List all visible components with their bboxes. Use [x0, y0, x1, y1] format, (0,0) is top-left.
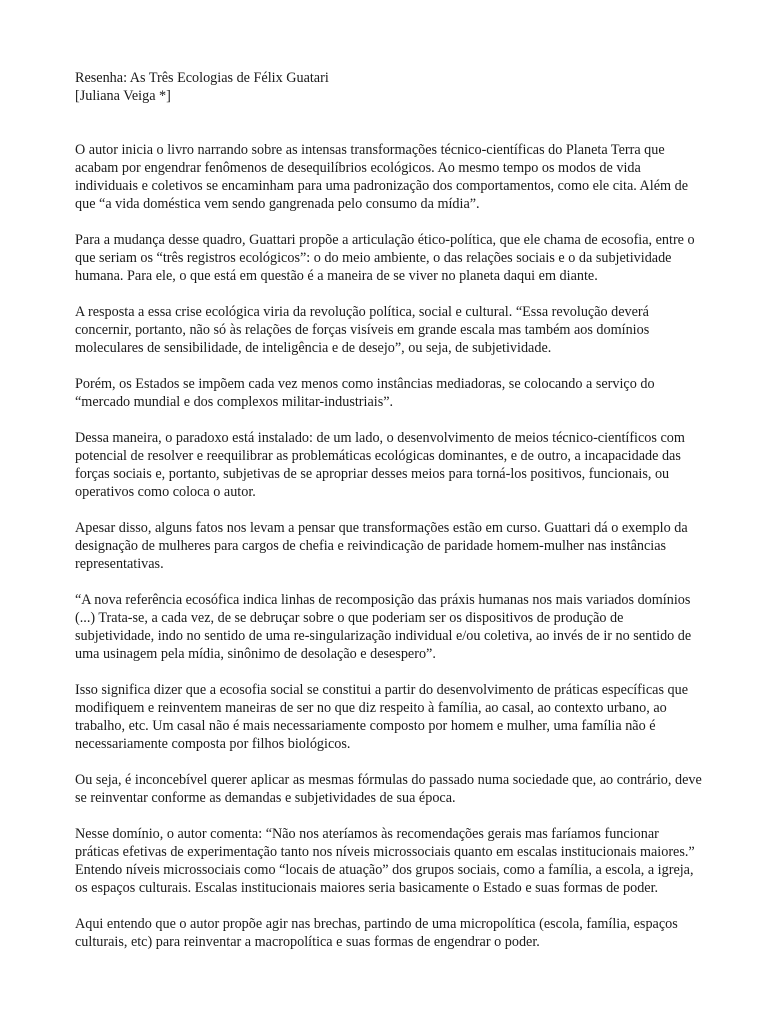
paragraph-6: Apesar disso, alguns fatos nos levam a pensar que transformações estão em curso. Guattari dá o exemplo da designação de mulheres para cargos de chefia e reivindicação de paridade homem-mulher nas instâncias representativas.	[75, 520, 688, 572]
document-title: Resenha: As Três Ecologias de Félix Guatari	[75, 70, 329, 86]
paragraph-4: Porém, os Estados se impõem cada vez menos como instâncias mediadoras, se colocando a serviço do “mercado mundial e dos complexos militar-industriais”.	[75, 376, 655, 410]
paragraph-1: O autor inicia o livro narrando sobre as intensas transformações técnico-científicas do Planeta Terra que acabam por engendrar fenômenos de desequilíbrios ecológicos. Ao mesmo tempo os modos de vida individuais e coletivos se encaminham para uma padronização dos comportamentos, como ele cita. Além de que “a vida doméstica vem sendo gangrenada pelo consumo da mídia”.	[75, 142, 689, 212]
paragraph-8: Isso significa dizer que a ecosofia social se constitui a partir do desenvolvimento de práticas específicas que modifiquem e reinventem maneiras de ser no que diz respeito à família, ao casal, ao contexto urbano, ao trabalho, etc. Um casal não é mais necessariamente composto por homem e mulher, uma família não é necessariamente composta por filhos biológicos.	[75, 682, 688, 752]
paragraph-2: Para a mudança desse quadro, Guattari propõe a articulação ético-política, que ele chama de ecosofia, entre o que seriam os “três registros ecológicos”: o do meio ambiente, o das relações sociais e o da subjetividade humana. Para ele, o que está em questão é a maneira de se viver no planeta daqui em diante.	[75, 232, 695, 284]
paragraph-3: A resposta a essa crise ecológica viria da revolução política, social e cultural. “Essa revolução deverá concernir, portanto, não só às relações de forças visíveis em grande escala mas também aos domínios moleculares de sensibilidade, de inteligência e de desejo”, ou seja, de subjetividade.	[75, 304, 650, 356]
document-header	[75, 69, 705, 105]
paragraph-5: Dessa maneira, o paradoxo está instalado: de um lado, o desenvolvimento de meios técnico-científicos com potencial de resolver e reequilibrar as problemáticas ecológicas dominantes, e de outro, a incapacidade das forças sociais e, portanto, subjetivas de se apropriar desses meios para torná-los positivos, funcionais, ou operativos como coloca o autor.	[75, 430, 685, 500]
paragraph-11: Aqui entendo que o autor propõe agir nas brechas, partindo de uma micropolítica (escola, família, espaços culturais, etc) para reinventar a macropolítica e suas formas de engendrar o poder.	[75, 916, 678, 950]
paragraph-10: Nesse domínio, o autor comenta: “Não nos ateríamos às recomendações gerais mas faríamos funcionar práticas efetivas de experimentação tanto nos níveis microssociais quanto em escalas institucionais maiores.” Entendo níveis microssociais como “locais de atuação” dos grupos sociais, como a família, a escola, a igreja, os espaços culturais. Escalas institucionais maiores seria basicamente o Estado e suas formas de poder.	[75, 826, 695, 896]
document-body	[75, 141, 705, 951]
document-author: [Juliana Veiga *]	[75, 88, 171, 104]
document-page	[75, 69, 705, 951]
paragraph-7: “A nova referência ecosófica indica linhas de recomposição das práxis humanas nos mais variados domínios (...) Trata-se, a cada vez, de se debruçar sobre o que poderiam ser os dispositivos de produção de subjetividade, indo no sentido de uma re-singularização individual e/ou coletiva, ao invés de ir no sentido de uma usinagem pela mídia, sinônimo de desolação e desespero”.	[75, 592, 692, 662]
paragraph-9: Ou seja, é inconcebível querer aplicar as mesmas fórmulas do passado numa sociedade que, ao contrário, deve se reinventar conforme as demandas e subjetividades de sua época.	[75, 772, 702, 806]
